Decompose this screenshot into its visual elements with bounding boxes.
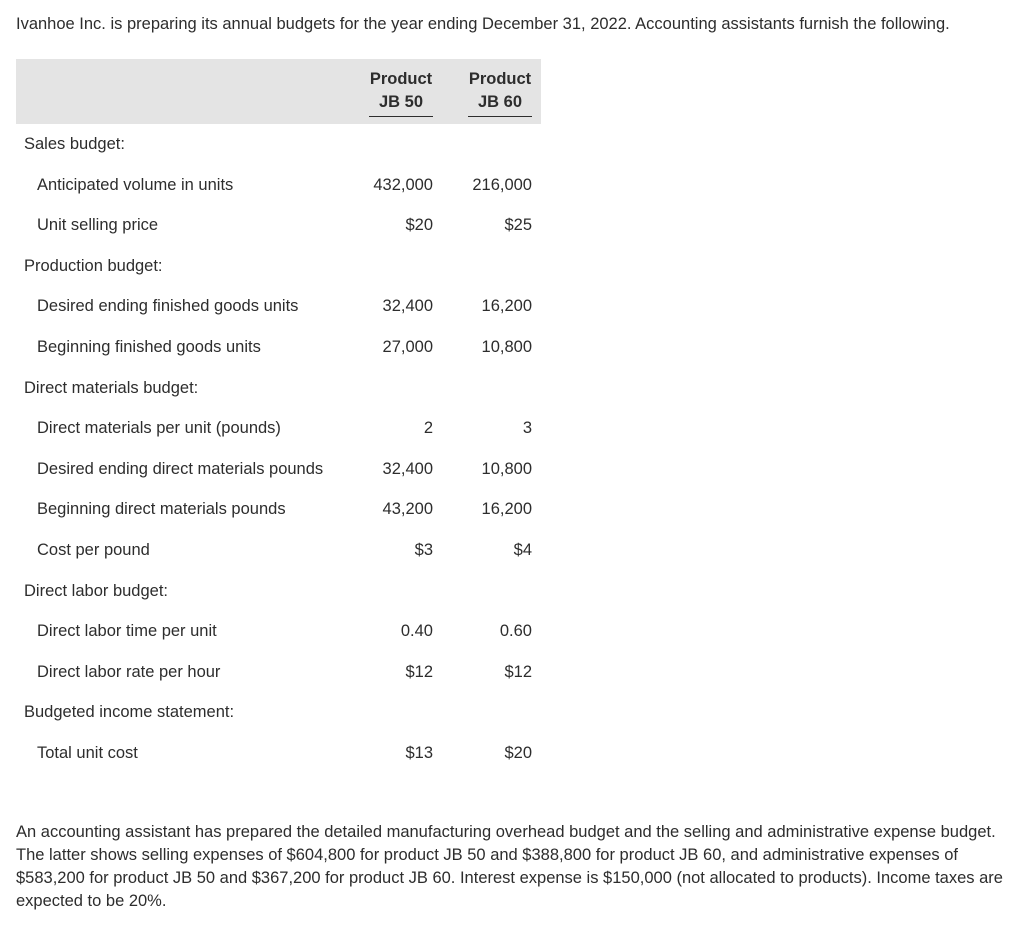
row-label: Unit selling price — [37, 216, 159, 234]
section-label: Direct labor budget: — [24, 582, 168, 600]
value-jb50: $20 — [405, 216, 433, 234]
row-label: Total unit cost — [37, 744, 138, 762]
section-row — [0, 701, 560, 723]
table-row — [0, 498, 560, 520]
table-row — [0, 174, 560, 196]
column-header-line1: Product — [369, 70, 433, 88]
value-jb50: 27,000 — [382, 338, 433, 356]
table-row — [0, 539, 560, 561]
value-jb50: $3 — [414, 541, 433, 559]
column-header-jb50 — [366, 68, 436, 117]
row-label: Desired ending direct materials pounds — [37, 460, 324, 478]
value-jb60: $20 — [504, 744, 532, 762]
column-header-line2: JB 60 — [477, 93, 523, 111]
section-label: Production budget: — [24, 257, 163, 275]
row-label: Cost per pound — [37, 541, 150, 559]
row-label: Desired ending finished goods units — [37, 297, 299, 315]
column-header-line2: JB 50 — [378, 93, 424, 111]
table-row — [0, 620, 560, 642]
table-row — [0, 214, 560, 236]
closing-note: An accounting assistant has prepared the detailed manufacturing overhead budget and the selling and administrative expense budget. The latter shows selling expenses of $604,800 for product JB 50 and $388,800 for product JB 60, and administrative expenses of $583,200 for product JB 50 and $367,200 for product JB 60. Interest expense is $150,000 (not allocated to products). Income taxes are expected to be 20%. — [16, 823, 1003, 910]
value-jb50: 0.40 — [400, 622, 433, 640]
section-label: Budgeted income statement: — [24, 703, 235, 721]
value-jb60: 3 — [522, 419, 532, 437]
value-jb60: 10,800 — [481, 338, 532, 356]
section-row — [0, 133, 560, 155]
section-row — [0, 377, 560, 399]
row-label: Beginning finished goods units — [37, 338, 261, 356]
table-row — [0, 295, 560, 317]
table-row — [0, 336, 560, 358]
row-label: Direct labor rate per hour — [37, 663, 221, 681]
value-jb50: $13 — [405, 744, 433, 762]
value-jb60: $4 — [513, 541, 532, 559]
value-jb50: 432,000 — [373, 176, 433, 194]
value-jb50: 32,400 — [382, 460, 433, 478]
table-row — [0, 417, 560, 439]
section-label: Direct materials budget: — [24, 379, 199, 397]
value-jb60: 16,200 — [481, 297, 532, 315]
value-jb50: $12 — [405, 663, 433, 681]
row-label: Direct materials per unit (pounds) — [37, 419, 281, 437]
value-jb60: 0.60 — [499, 622, 532, 640]
section-row — [0, 255, 560, 277]
value-jb60: 16,200 — [481, 500, 532, 518]
row-label: Beginning direct materials pounds — [37, 500, 286, 518]
value-jb60: 10,800 — [481, 460, 532, 478]
row-label: Direct labor time per unit — [37, 622, 217, 640]
column-header-line1: Product — [468, 70, 532, 88]
value-jb60: $12 — [504, 663, 532, 681]
value-jb60: 216,000 — [472, 176, 532, 194]
table-header-band — [16, 59, 541, 124]
value-jb50: 32,400 — [382, 297, 433, 315]
column-header-underline — [369, 116, 433, 117]
table-row — [0, 458, 560, 480]
intro-text: Ivanhoe Inc. is preparing its annual budgets for the year ending December 31, 2022. Accounting assistants furnish the following. — [16, 15, 950, 33]
column-header-underline — [468, 116, 532, 117]
section-row — [0, 580, 560, 602]
value-jb50: 2 — [423, 419, 433, 437]
table-row — [0, 661, 560, 683]
value-jb50: 43,200 — [382, 500, 433, 518]
table-row — [0, 742, 560, 764]
value-jb60: $25 — [504, 216, 532, 234]
section-label: Sales budget: — [24, 135, 125, 153]
row-label: Anticipated volume in units — [37, 176, 234, 194]
column-header-jb60 — [465, 68, 535, 117]
